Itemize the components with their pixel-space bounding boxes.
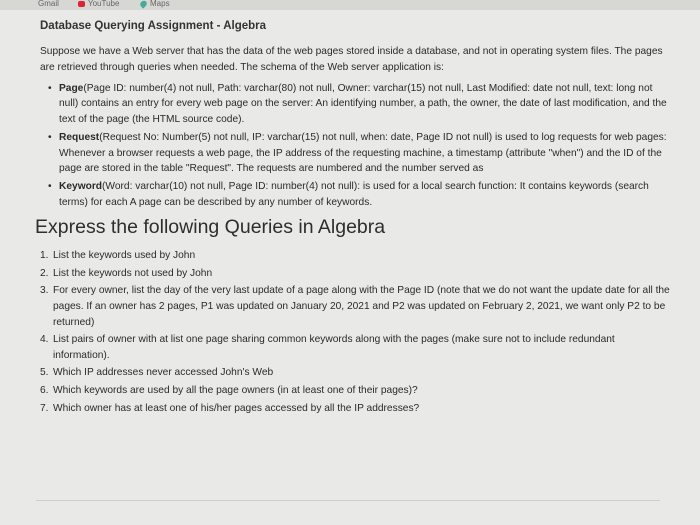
- schema-item-page: [48, 81, 670, 127]
- query-number: 5.: [40, 367, 49, 379]
- query-text: Which owner has at least one of his/her pages accessed by all the IP addresses?: [53, 402, 420, 414]
- maps-icon: [139, 0, 148, 8]
- schema-item-request: [48, 130, 670, 176]
- query-text: List the keywords used by John: [53, 250, 196, 262]
- query-number: 3.: [40, 285, 49, 297]
- section-heading: Express the following Queries in Algebra: [35, 216, 386, 239]
- divider: [36, 500, 660, 501]
- query-text: List the keywords not used by John: [53, 267, 213, 279]
- bookmark-youtube-label: YouTube: [88, 0, 120, 8]
- bullet-icon: •: [48, 181, 52, 193]
- bullet-icon: •: [48, 132, 52, 144]
- query-item: [40, 266, 670, 282]
- query-number: 4.: [40, 334, 49, 346]
- bookmark-youtube[interactable]: [78, 0, 119, 8]
- bookmark-maps-label: Maps: [150, 0, 170, 8]
- assignment-document: [35, 20, 670, 418]
- query-text: For every owner, list the day of the very last update of a page along with the Page ID (note that we do not want the update date for all the pages. If an owner has 2 pages, P1 was updated on January 20, 2021 and P2 was updated on February 2, 2021, we want only P2 to be returned): [53, 285, 670, 328]
- query-item: [40, 283, 670, 330]
- bullet-icon: •: [48, 83, 52, 94]
- table-name: Page: [59, 83, 84, 94]
- page-title: Database Querying Assignment - Algebra: [40, 20, 267, 32]
- query-text: Which keywords are used by all the page owners (in at least one of their pages)?: [53, 385, 418, 396]
- query-text: Which IP addresses never accessed John's Web: [53, 367, 274, 379]
- query-item: [40, 248, 670, 264]
- schema-item-keyword: [48, 179, 670, 210]
- bookmarks-bar: [0, 0, 700, 10]
- query-number: 1.: [40, 250, 49, 262]
- query-number: 7.: [40, 402, 49, 414]
- query-list: [40, 248, 670, 416]
- intro-paragraph: Suppose we have a Web server that has the data of the web pages stored inside a database, and not in operating system files. The pages are retrieved through queries when needed. The schema of the Web server application is:: [40, 46, 663, 73]
- query-number: 2.: [40, 267, 49, 279]
- youtube-icon: [78, 1, 85, 7]
- table-description: (Request No: Number(5) not null, IP: varchar(15) not null, when: date, Page ID not null) is used to log requests for web pages: Whenever a browser requests a web page, the IP address of the requesting machine, a timestamp (attribute "when") and the ID of the page are stored in the table "Request". The requests are numbered and the number served as: [59, 132, 667, 175]
- bookmark-maps[interactable]: [140, 0, 170, 8]
- table-name: Request: [59, 132, 100, 144]
- table-name: Keyword: [59, 181, 103, 193]
- query-text: List pairs of owner with at list one page sharing common keywords along with the pages (make sure not to include redundant information).: [53, 334, 615, 361]
- table-description: (Word: varchar(10) not null, Page ID: number(4) not null): is used for a local search function: It contains keywords (search terms) for each A page can be described by any number of keywords.: [59, 181, 649, 208]
- bookmark-gmail-label: Gmail: [38, 0, 59, 8]
- query-number: 6.: [40, 385, 49, 396]
- table-description: (Page ID: number(4) not null, Path: varchar(80) not null, Owner: varchar(15) not null, Last Modified: date not null, text: long not null) contains an entry for every web page on the server: An identifying number, a path, the owner, the date of last modification, and the text of the page (the HTML source code).: [59, 83, 667, 125]
- query-item: [40, 365, 670, 381]
- query-item: [40, 401, 670, 417]
- bookmark-gmail[interactable]: [38, 0, 59, 8]
- query-item: [40, 383, 670, 399]
- schema-list: [40, 81, 670, 210]
- query-item: [40, 332, 670, 363]
